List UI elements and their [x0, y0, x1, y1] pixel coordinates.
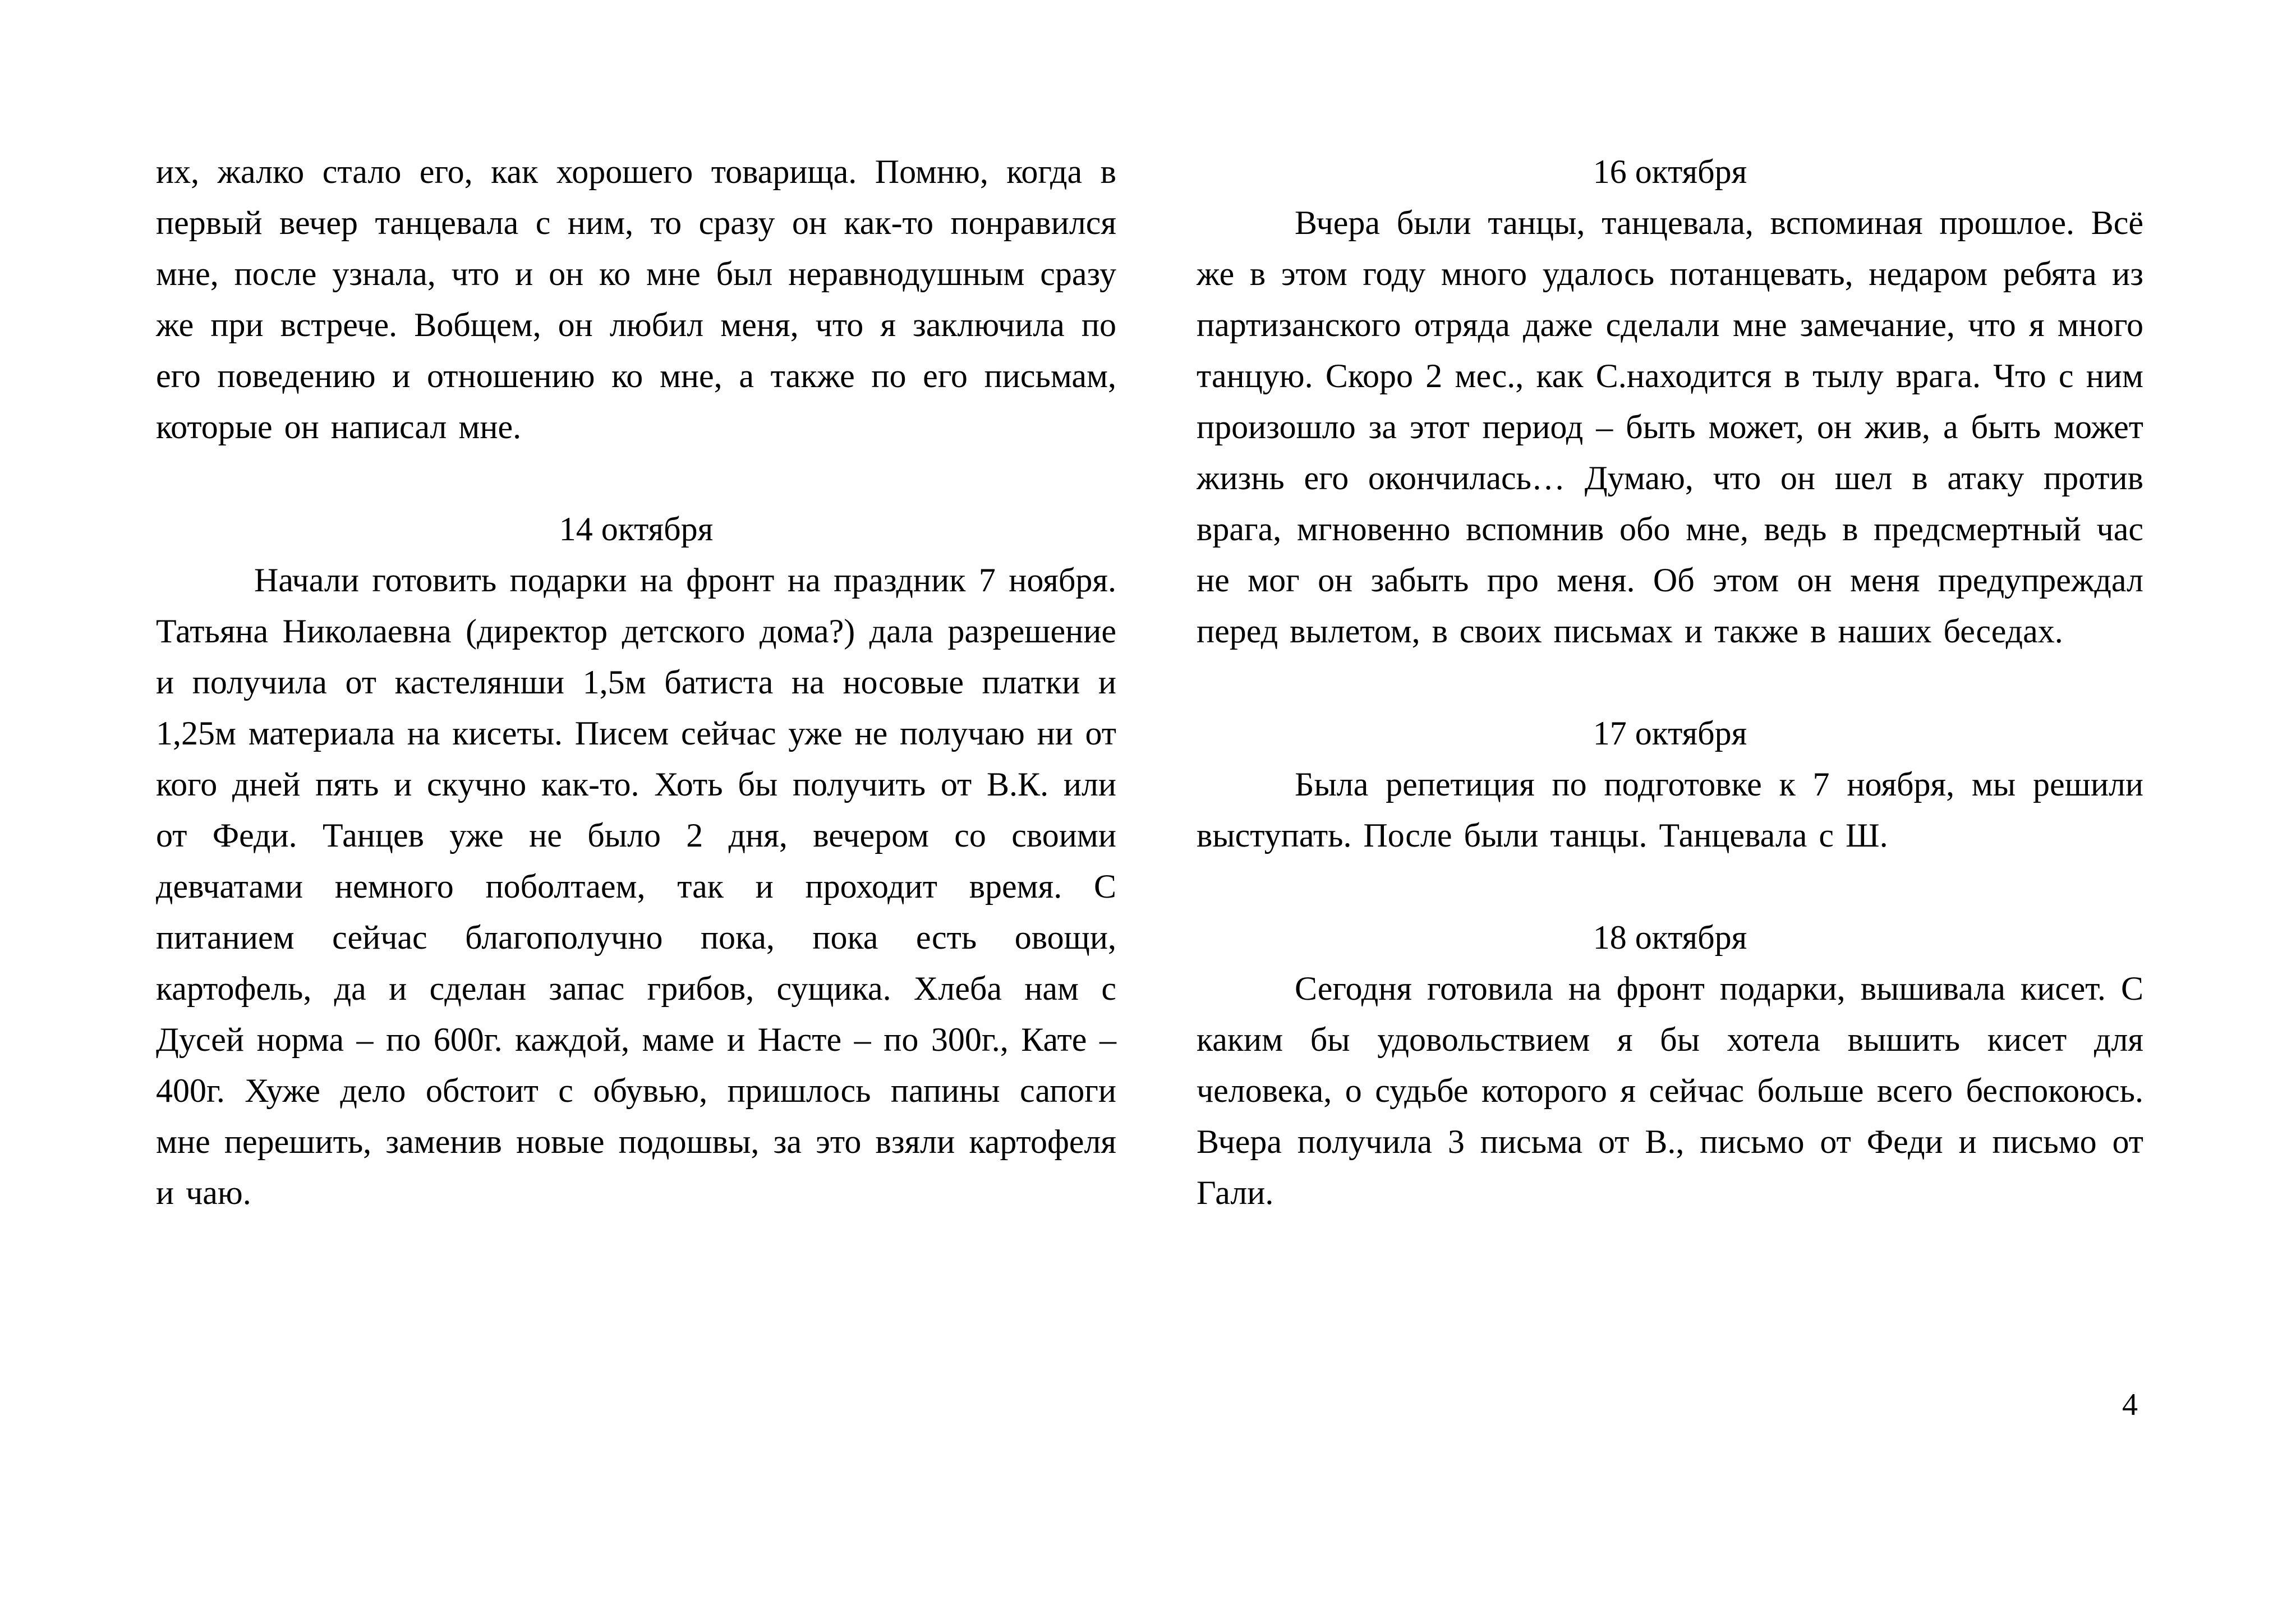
- blank-line: [1197, 657, 2143, 708]
- entry-body-oct17: Была репетиция по подготовке к 7 ноября, мы решили выступать. После были танцы. Танцевала с Ш.: [1197, 766, 2143, 854]
- left-column: [156, 146, 1116, 1219]
- entry-heading-oct14: 14 октября: [559, 511, 714, 548]
- entry-body-oct14: Начали готовить подарки на фронт на праздник 7 ноября. Татьяна Николаевна (директор детского дома?) дала разрешение и получила от кастелянши 1,5м батиста на носовые платки и 1,25м материала на кисеты. Писем сейчас уже не получаю ни от кого дней пять и скучно как-то. Хоть бы получить от В.К. или от Феди. Танцев уже не было 2 дня, вечером со своими девчатами немного поболтаем, так и проходит время. С питанием сейчас благополучно пока, пока есть овощи, картофель, да и сделан запас грибов, сущика. Хлеба нам с Дусей норма – по 600г. каждой, маме и Насте – по 300г., Кате – 400г. Хуже дело обстоит с обувью, пришлось папины сапоги мне перешить, заменив новые подошвы, за это взяли картофеля и чаю.: [156, 562, 1116, 1211]
- entry-heading-oct16: 16 октября: [1593, 153, 1747, 190]
- entry-heading-oct17: 17 октября: [1593, 715, 1747, 752]
- entry-heading-oct18: 18 октября: [1593, 919, 1747, 956]
- right-column: [1197, 146, 2143, 1219]
- blank-line: [156, 453, 1116, 504]
- blank-line: [1197, 861, 2143, 912]
- entry-body-oct18: Сегодня готовила на фронт подарки, вышивала кисет. С каким бы удовольствием я бы хотела вышить кисет для человека, о судьбе которого я сейчас больше всего беспокоюсь. Вчера получила 3 письма от В., письмо от Феди и письмо от Гали.: [1197, 970, 2143, 1211]
- page-number: 4: [2122, 1387, 2138, 1422]
- continuation-paragraph: их, жалко стало его, как хорошего товарища. Помню, когда в первый вечер танцевала с ним, то сразу он как-то понравился мне, после узнала, что и он ко мне был неравнодушным сразу же при встрече. Вобщем, он любил меня, что я заключила по его поведению и отношению ко мне, а также по его письмам, которые он написал мне.: [156, 153, 1116, 445]
- entry-body-oct16: Вчера были танцы, танцевала, вспоминая прошлое. Всё же в этом году много удалось потанцевать, недаром ребята из партизанского отряда даже сделали мне замечание, что я много танцую. Скоро 2 мес., как С.находится в тылу врага. Что с ним произошло за этот период – быть может, он жив, а быть может жизнь его окончилась… Думаю, что он шел в атаку против врага, мгновенно вспомнив обо мне, ведь в предсмертный час не мог он забыть про меня. Об этом он меня предупреждал перед вылетом, в своих письмах и также в наших беседах.: [1197, 204, 2143, 650]
